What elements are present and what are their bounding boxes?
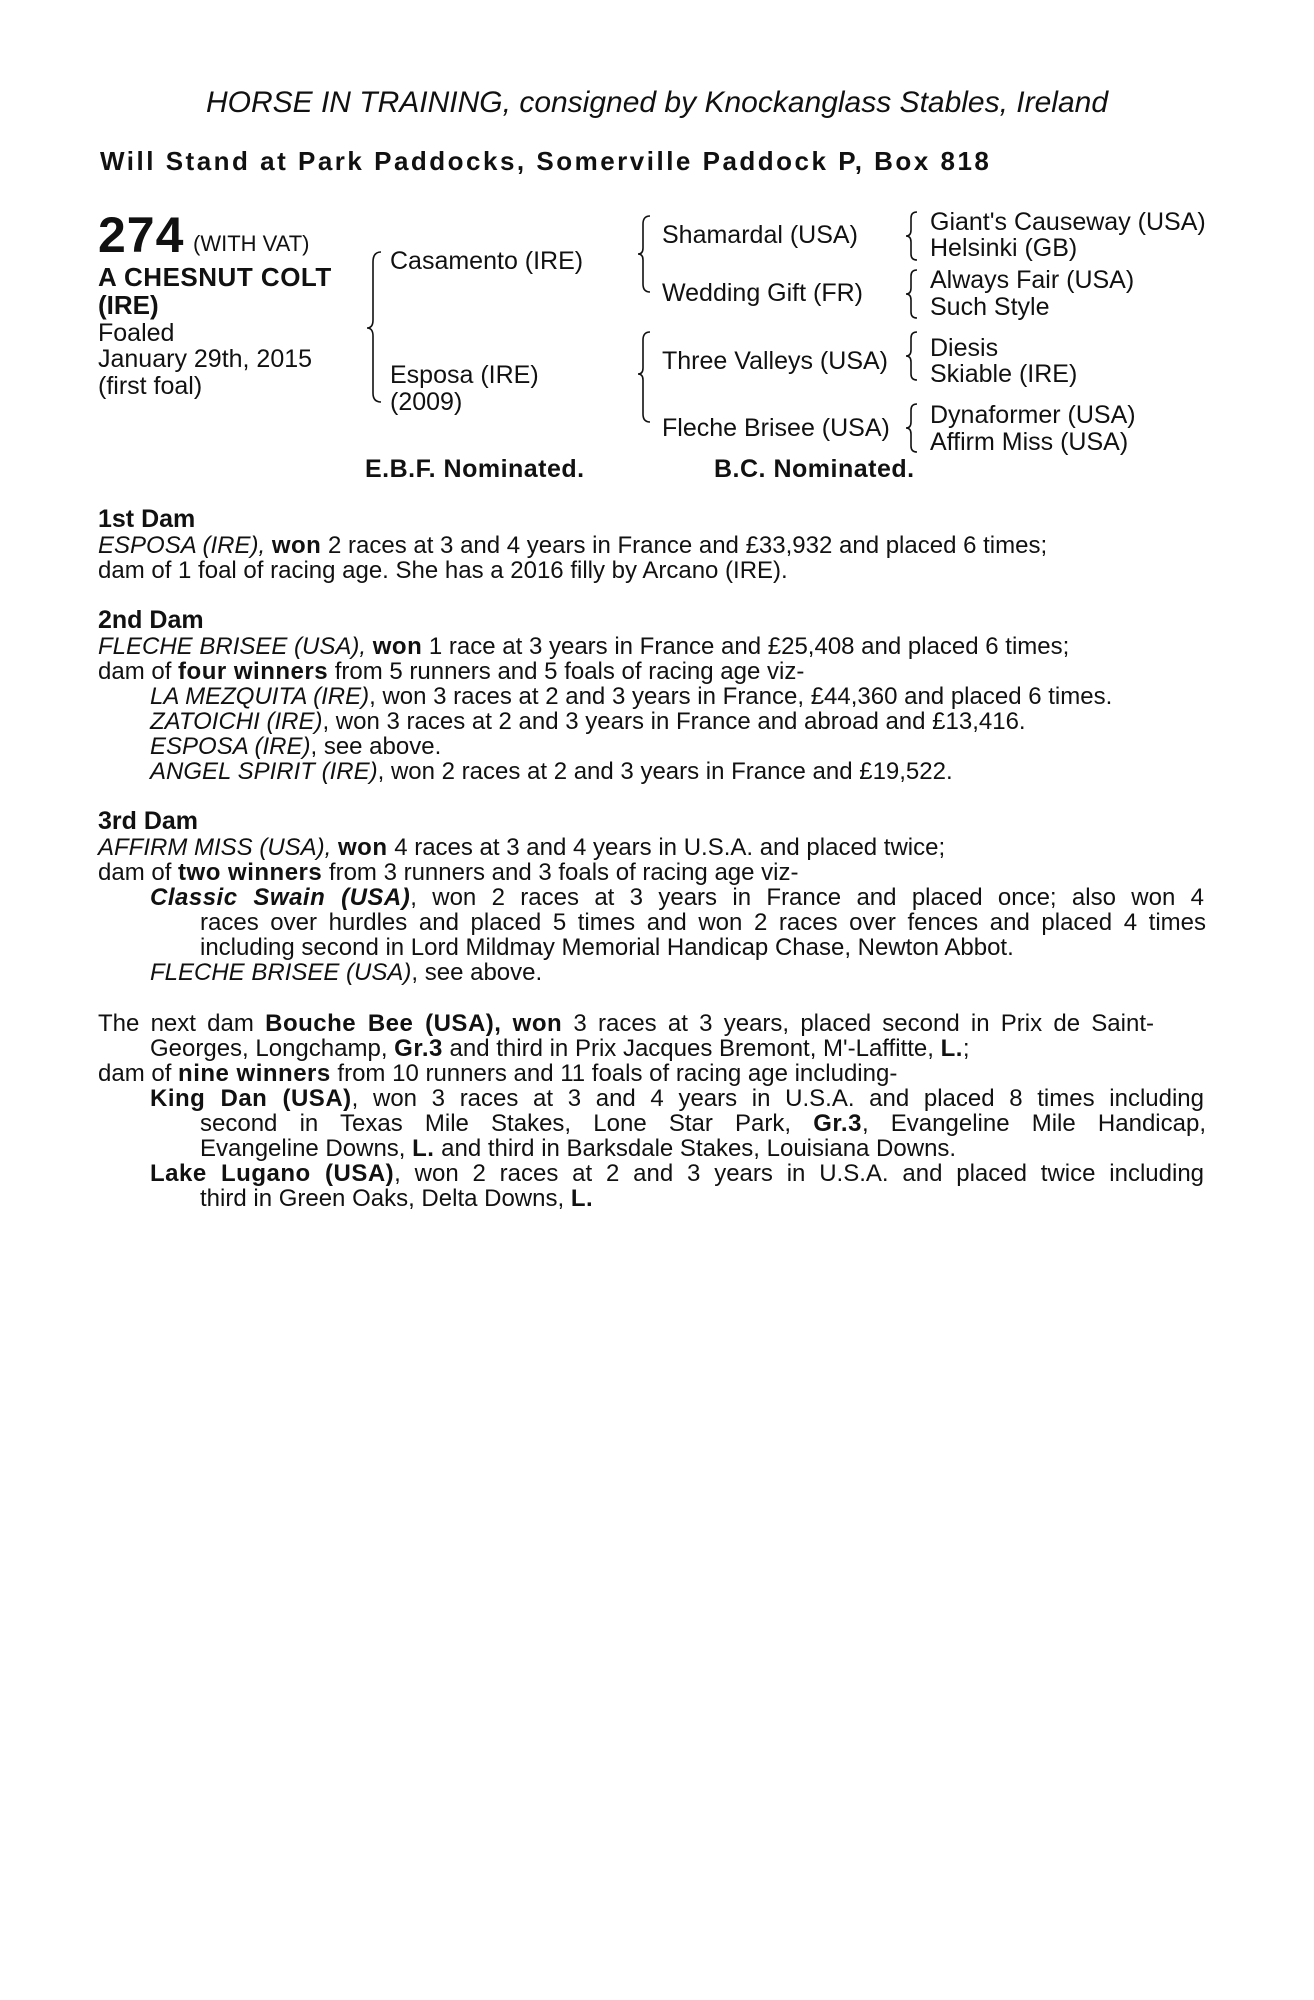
produce-item-cont: second in Texas Mile Stakes, Lone Star Park, Gr.3, Evangeline Mile Handicap, [200, 1110, 1206, 1137]
pedigree-brace-ss [904, 210, 920, 262]
pedigree-sire: Casamento (IRE) [390, 247, 584, 275]
lot-description: A CHESNUT COLT [98, 262, 332, 292]
produce-item: King Dan (USA), won 3 races at 3 and 4 years in U.S.A. and placed 8 times including [150, 1085, 1204, 1112]
next-dam-winners: dam of nine winners from 10 runners and 11 foals of racing age including- [98, 1060, 898, 1087]
foal-note: (first foal) [98, 372, 203, 400]
second-dam-winners: dam of four winners from 5 runners and 5 foals of racing age viz- [98, 658, 805, 685]
second-dam-heading: 2nd Dam [98, 606, 204, 634]
next-dam-record: The next dam Bouche Bee (USA), won 3 races at 3 years, placed second in Prix de Saint- [98, 1010, 1154, 1037]
lot-description-country: (IRE) [98, 290, 159, 320]
foaled-label: Foaled [98, 319, 175, 347]
second-dam-record: FLECHE BRISEE (USA), won 1 race at 3 years in France and £25,408 and placed 6 times; [98, 633, 1070, 660]
pedigree-brace-sire [636, 214, 654, 294]
consignment-heading: HORSE IN TRAINING, consigned by Knockanglass Stables, Ireland [205, 86, 1109, 119]
produce-item-cont: including second in Lord Mildmay Memorial Handicap Chase, Newton Abbot. [200, 934, 1014, 961]
pedigree-brace-ds [904, 330, 920, 382]
pedigree-sd-dam: Such Style [930, 293, 1050, 321]
first-dam-produce: dam of 1 foal of racing age. She has a 2016 filly by Arcano (IRE). [98, 557, 788, 584]
produce-item: Classic Swain (USA), won 2 races at 3 years in France and placed once; also won 4 [150, 884, 1205, 911]
vat-note: (WITH VAT) [193, 231, 310, 256]
pedigree-brace-sd [904, 268, 920, 320]
produce-item-cont: Evangeline Downs, L. and third in Barksdale Stakes, Louisiana Downs. [200, 1135, 957, 1162]
pedigree-sd-sire: Always Fair (USA) [930, 266, 1135, 294]
produce-item: ANGEL SPIRIT (IRE), won 2 races at 2 and 3 years in France and £19,522. [150, 758, 953, 785]
pedigree-brace-dd [904, 402, 920, 454]
third-dam-heading: 3rd Dam [98, 807, 199, 835]
foaled-date: January 29th, 2015 [98, 345, 313, 373]
pedigree-dam-dam: Fleche Brisee (USA) [662, 414, 890, 442]
pedigree-dam: Esposa (IRE) [390, 361, 539, 389]
pedigree-sire-dam: Wedding Gift (FR) [662, 279, 863, 307]
bc-nomination: B.C. Nominated. [714, 455, 915, 483]
produce-item-cont: third in Green Oaks, Delta Downs, L. [200, 1185, 594, 1212]
pedigree-ss-dam: Helsinki (GB) [930, 234, 1078, 262]
pedigree-dam-year: (2009) [390, 388, 463, 416]
pedigree-sire-sire: Shamardal (USA) [662, 221, 858, 249]
pedigree-ss-sire: Giant's Causeway (USA) [930, 208, 1206, 236]
pedigree-dd-dam: Affirm Miss (USA) [930, 428, 1129, 456]
pedigree-dam-sire: Three Valleys (USA) [662, 347, 888, 375]
produce-item: ZATOICHI (IRE), won 3 races at 2 and 3 years in France and abroad and £13,416. [150, 708, 1026, 735]
produce-item: LA MEZQUITA (IRE), won 3 races at 2 and 3 years in France, £44,360 and placed 6 times. [150, 683, 1113, 710]
pedigree-ds-sire: Diesis [930, 334, 999, 362]
ebf-nomination: E.B.F. Nominated. [365, 455, 585, 483]
third-dam-record: AFFIRM MISS (USA), won 4 races at 3 and 4 years in U.S.A. and placed twice; [98, 834, 946, 861]
produce-item: ESPOSA (IRE), see above. [150, 733, 442, 760]
first-dam-heading: 1st Dam [98, 505, 196, 533]
produce-item-cont: races over hurdles and placed 5 times and won 2 races over fences and placed 4 times [200, 909, 1206, 936]
pedigree-dd-sire: Dynaformer (USA) [930, 401, 1136, 429]
produce-item: Lake Lugano (USA), won 2 races at 2 and 3 years in U.S.A. and placed twice including [150, 1160, 1205, 1187]
lot-number: 274 [98, 207, 185, 263]
stand-location: Will Stand at Park Paddocks, Somerville Paddock P, Box 818 [100, 146, 992, 176]
next-dam-record-cont: Georges, Longchamp, Gr.3 and third in Prix Jacques Bremont, M'-Laffitte, L.; [150, 1035, 970, 1062]
third-dam-winners: dam of two winners from 3 runners and 3 foals of racing age viz- [98, 859, 799, 886]
pedigree-ds-dam: Skiable (IRE) [930, 360, 1078, 388]
pedigree-brace-dam [636, 330, 654, 425]
produce-item: FLECHE BRISEE (USA), see above. [150, 959, 543, 986]
first-dam-record: ESPOSA (IRE), won 2 races at 3 and 4 years in France and £33,932 and placed 6 times; [98, 532, 1048, 559]
pedigree-brace-main [365, 250, 385, 405]
